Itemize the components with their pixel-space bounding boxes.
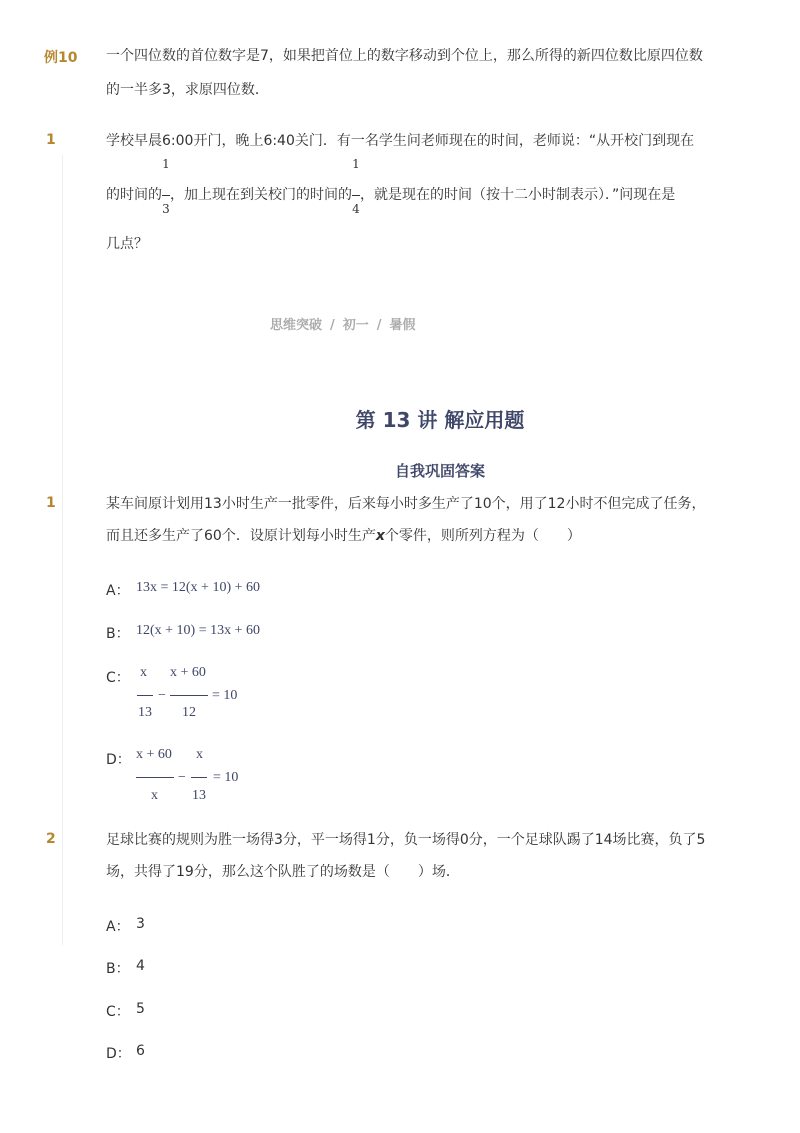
q2-option-d-label: D： — [106, 1046, 131, 1062]
d-operator: − — [178, 770, 186, 785]
q2-line-2: 场，共得了19分，那么这个队胜了的场数是（ ）场． — [106, 864, 460, 880]
q1-label: 1 — [46, 495, 56, 511]
example-text — [106, 40, 726, 106]
q1-option-d-label: D： — [106, 752, 131, 768]
q1-option-b-equation: 12(x + 10) = 13x + 60 — [136, 623, 261, 638]
problem1-label: 1 — [46, 132, 56, 148]
fraction-one-quarter — [352, 157, 360, 216]
c-operator: − — [158, 688, 166, 703]
c-fraction-bar-1 — [137, 695, 153, 696]
footer-separator: / — [330, 318, 335, 333]
footer-grade: 初一 — [342, 318, 369, 333]
q1-line-1: 某车间原计划用13小时生产一批零件，后来每小时多生产了10个，用了12小时不但完成了任务， — [106, 496, 706, 512]
c-numerator-1: x — [140, 665, 147, 680]
c-fraction-bar-2 — [170, 695, 208, 696]
fraction-one-third — [162, 157, 170, 216]
example-label: 例10 — [44, 50, 78, 66]
fraction-numerator: 1 — [162, 157, 170, 171]
c-denominator-2: 12 — [182, 705, 196, 720]
problem1-line-3: 几点？ — [106, 236, 148, 252]
d-rhs: = 10 — [213, 770, 239, 785]
q2-option-d-value: 6 — [136, 1043, 145, 1059]
fraction-bar — [352, 195, 360, 196]
c-rhs: = 10 — [212, 688, 238, 703]
lecture-title: 第 13 讲 解应用题 — [355, 408, 525, 432]
d-denominator-1: x — [151, 788, 158, 803]
q1-option-c-label: C： — [106, 670, 130, 686]
q1-line-2 — [106, 520, 726, 552]
problem1-line-1: 学校早晨6:00开门，晚上6:40关门．有一名学生问老师现在的时间，老师说：“从开校门到现在 — [106, 133, 695, 149]
q2-option-c-label: C： — [106, 1004, 130, 1020]
c-numerator-2: x + 60 — [170, 665, 206, 680]
q1-text-b: 个零件，则所列方程为（ ） — [384, 528, 581, 544]
section-title: 自我巩固答案 — [394, 462, 485, 480]
footer-separator: / — [376, 318, 382, 333]
fraction-bar — [162, 195, 170, 196]
q1-text-a: 而且还多生产了60个．设原计划每小时生产 — [106, 528, 376, 544]
left-rule — [62, 155, 63, 945]
d-fraction-bar-2 — [191, 777, 207, 778]
q2-option-c-value: 5 — [136, 1001, 145, 1017]
fraction-denominator: 4 — [352, 202, 360, 216]
q1-option-a-equation: 13x = 12(x + 10) + 60 — [136, 580, 261, 595]
d-fraction-bar-1 — [136, 777, 174, 778]
fraction-numerator: 1 — [352, 157, 360, 171]
q2-option-b-value: 4 — [136, 958, 145, 974]
problem1-text-c: ，就是现在的时间（按十二小时制表示）．”问现在是 — [360, 187, 676, 203]
q2-line-1: 足球比赛的规则为胜一场得3分，平一场得1分，负一场得0分，一个足球队踢了14场比赛，负了5 — [106, 832, 706, 848]
footer-book: 思维突破 — [270, 318, 323, 333]
variable-x: x — [375, 528, 385, 544]
page-footer — [270, 314, 416, 333]
q2-label: 2 — [46, 831, 56, 847]
q1-option-a-label: A： — [106, 583, 130, 599]
q2-option-a-label: A： — [106, 919, 130, 935]
d-denominator-2: 13 — [192, 788, 206, 803]
example-line-2: 的一半多3，求原四位数． — [106, 82, 269, 98]
problem1-text-a: 的时间的 — [106, 187, 162, 203]
c-denominator-1: 13 — [138, 705, 152, 720]
problem1-text-b: ，加上现在到关校门的时间的 — [170, 187, 352, 203]
problem1-line-2 — [106, 157, 726, 216]
footer-term: 暑假 — [389, 318, 416, 333]
q1-option-b-label: B： — [106, 626, 130, 642]
q2-option-b-label: B： — [106, 961, 130, 977]
d-numerator-1: x + 60 — [136, 747, 172, 762]
fraction-denominator: 3 — [162, 202, 170, 216]
example-line-1: 一个四位数的首位数字是7，如果把首位上的数字移动到个位上，那么所得的新四位数比原四位数 — [106, 48, 703, 64]
q2-option-a-value: 3 — [136, 916, 145, 932]
d-numerator-2: x — [196, 747, 203, 762]
